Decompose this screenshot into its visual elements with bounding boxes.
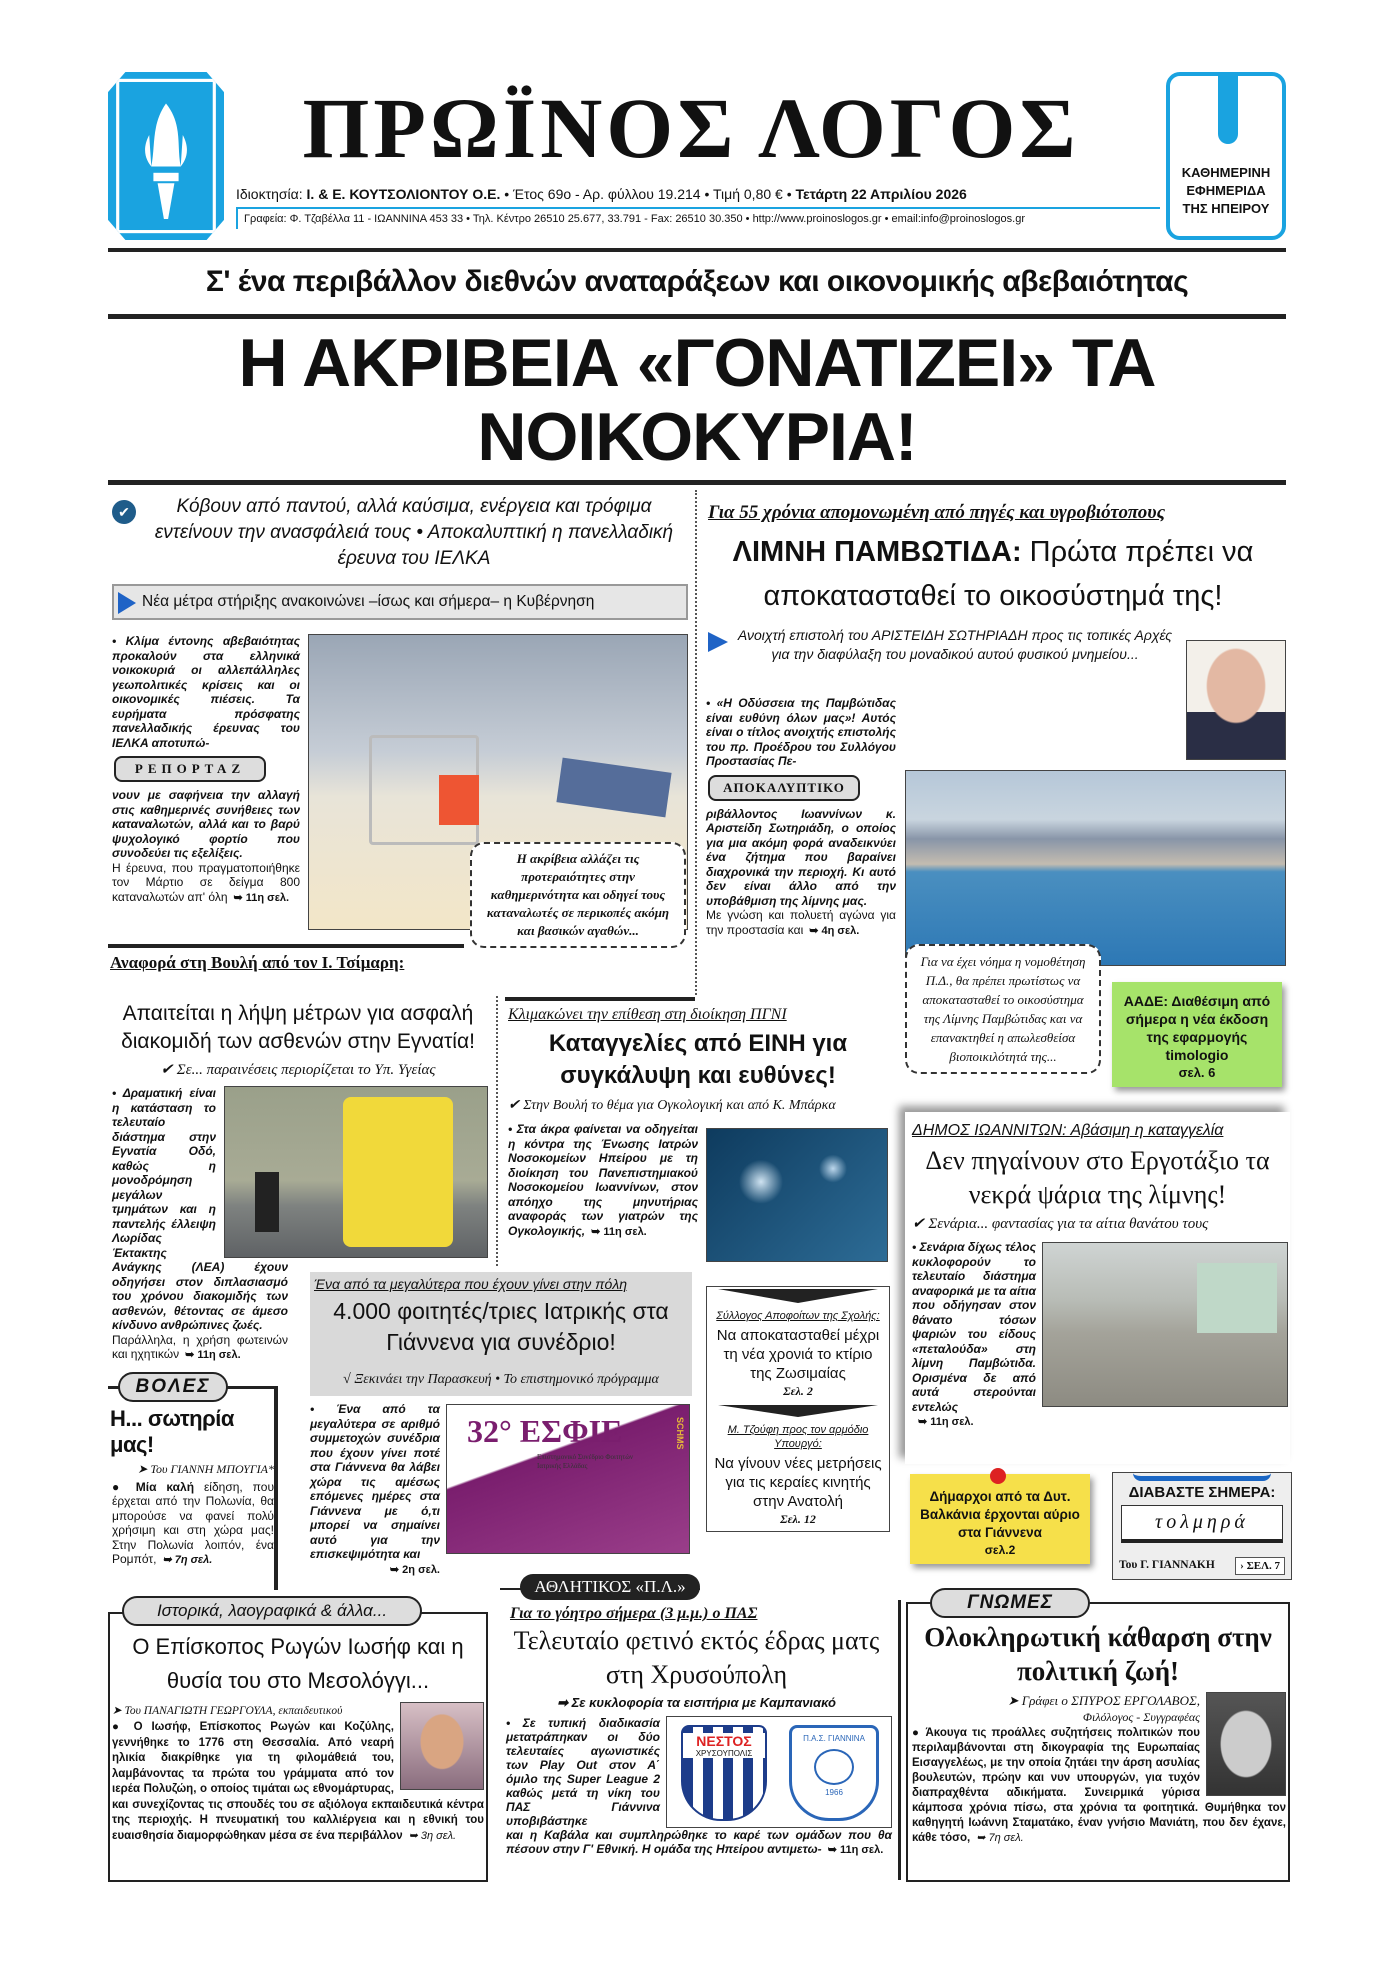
poster-title: 32° ΕΣΦΙΕ [467, 1413, 623, 1449]
check-badge-icon: ✔ [112, 500, 136, 524]
arrow-down-icon [718, 1405, 878, 1417]
poster-subtitle: Επιστημονικό Συνέδριο Φοιτητών Ιατρικής Ελλάδας [537, 1453, 633, 1470]
section-label-opinion: ΓΝΩΜΕΣ [930, 1588, 1090, 1618]
einh-sub: ✔ Στην Βουλή το θέμα για Ογκολογική και από Κ. Μπάρκα [508, 1098, 836, 1113]
logo-text: Π.Α.Σ. ΓΙΑΝΝΙΝΑ [803, 1734, 865, 1743]
lead-text: Η έρευνα, που πραγματοποιήθηκε τον Μάρτιο σε δείγμα 800 καταναλωτών απ' όλη [112, 860, 300, 904]
voles-author: ➤ Του ΓΙΑΝΝΗ ΜΠΟΥΓΙΑ* [137, 1462, 274, 1476]
logo-text: ΝΕΣΤΟΣ [683, 1733, 765, 1749]
masthead-title: ΠΡΩΪΝΟΣ ΛΟΓΟΣ [302, 80, 1080, 176]
badge-line: ΚΑΘΗΜΕΡΙΝΗ [1181, 165, 1271, 180]
logo-text: 1966 [825, 1788, 843, 1797]
masthead-info: Ιδιοκτησία: Ι. & Ε. ΚΟΥΤΣΟΛΙΟΝΤΟΥ Ο.Ε. • Έτος 69ο - Αρ. φύλλου 19.214 • Τιμή 0,80 € • Τετάρτη 22 Απριλίου 2026 [236, 186, 967, 202]
congress-text-column [310, 1402, 440, 1577]
einh-text: • Στα άκρα φαίνεται να οδηγείται η κόντρα της Ένωσης Ιατρών Νοσοκομείων Ηπείρου με τη διοίκηση του Πανεπιστημιακού Νοσοκομείου Ιωαννίνων, στον απόηχο της μηνυτήριας αναφοράς των γιατρών της Ογκολογικής, [508, 1122, 698, 1238]
einh-title: Καταγγελίες από ΕΙΝΗ για συγκάλυψη και ευθύνες! [548, 1030, 848, 1089]
logo-text: ΧΡΥΣΟΥΠΟΛΙΣ [683, 1749, 765, 1758]
sidebar-kicker: Σύλλογος Αποφοίτων της Σχολής: [716, 1310, 880, 1322]
note-text: ΑΑΔΕ: Διαθέσιμη από σήμερα η νέα έκδοση της εφαρμογής timologio [1123, 993, 1271, 1063]
egnatia-kicker: Αναφορά στη Βουλή από τον Ι. Τσίμαρη: [110, 953, 405, 972]
opinion-text: ● Άκουγα τις προάλλες συζητήσεις πολιτικών που περιλαμβάνονται στη δικογραφία της Ευρωπαίας Εισαγγελέως, με την οποία ζητάει την άρση ασυλίας βουλευτών, πρώην και νυν υπουργών, για τυχόν διαπραχθέντα αδικήματα. Συνειρμικά γύρισα κάμποσα χρόνια πίσω, στα χρόνια τα φοιτητικά. Θυμήθηκα τον καθηγητή Ιωάννη Σταματάκο, έναν γνήσιο Μανιάτη, που δεν έχανε, κάθε τόσο, [912, 1727, 1286, 1844]
lead-headline: Η ΑΚΡΙΒΕΙΑ «ΓΟΝΑΤΙΖΕΙ» ΤΑ ΝΟΙΚΟΚΥΡΙΑ! [238, 325, 1156, 475]
opinion-role: Φιλόλογος - Συγγραφέας [1082, 1710, 1200, 1724]
lake-birds-photo [905, 770, 1286, 966]
dimos-sub: ✔ Σενάρια... φαντασίας για τα αίτια θανάτου τους [912, 1216, 1209, 1232]
lake-text: • «Η Οδύσσεια της Παμβώτιδας είναι ευθύνη όλων μας»! Αυτός είναι ο τίτλος ανοιχτής επιστολής του πρ. Προέδρου του Συλλόγου Προστασίας Πε- [706, 696, 896, 768]
pas-giannina-logo [789, 1725, 879, 1821]
einh-text-end [508, 1122, 698, 1239]
congress-title: 4.000 φοιτητές/τριες Ιατρικής στα Γιάννενα για συνέδριο! [333, 1298, 669, 1355]
brain-scan-photo [706, 1128, 888, 1262]
voles-text [112, 1480, 274, 1568]
congress-text: • Ένα από τα μεγαλύτερα σε αριθμό συμμετοχών συνέδρια που έχουν γίνει ποτέ στα Γιάννενα θα λάβει χώρα τις αμέσως επόμενες ημέρες στα Γιάννενα με ό,τι μπορεί να σημαίνει αυτό για την επισκεψιμότητα και [310, 1402, 440, 1561]
sidebar-title: Να γίνουν νέες μετρήσεις για τις κεραίες κινητής στην Ανατολή [714, 1455, 882, 1510]
read-today-title: ΔΙΑΒΑΣΤΕ ΣΗΜΕΡΑ: [1128, 1484, 1276, 1501]
lake-text-column [706, 696, 896, 938]
lead-bar-text: Νέα μέτρα στήριξης ανακοινώνει –ίσως και σήμερα– η Κυβέρνηση [142, 593, 595, 610]
team-logos [666, 1716, 892, 1828]
section-label-reportaz: ΡΕΠΟΡΤΑΖ [114, 756, 266, 782]
congress-poster [446, 1404, 690, 1554]
column-divider [898, 1600, 901, 1880]
opinion-text-column [912, 1692, 1286, 1846]
lake-title-bold: ΛΙΜΝΗ ΠΑΜΒΩΤΙΔΑ: [732, 536, 1022, 568]
history-title: Ο Επίσκοπος Ρωγών Ιωσήφ και η θυσία του στο Μεσολόγγι... [132, 1634, 464, 1693]
divider [108, 314, 1286, 319]
egnatia-text: • Δραματική είναι η κατάσταση το τελευταίο διάστημα στην Εγνατία Οδό, καθώς η μονοδρόμηση μεγάλων τμημάτων και η παντελής έλλειψη Λωρίδας Έκτακτης Ανάγκης (ΛΕΑ) έχουν οδηγήσει στον διπλασιασμό του χρόνου διακομιδής των ασθενών, θέτοντας σε άμεσο κίνδυνο ανθρώπινες ζωές. [112, 1086, 288, 1332]
divider [108, 944, 464, 948]
pen-nib-icon [1218, 72, 1238, 144]
badge-line: ΤΗΣ ΗΠΕΙΡΟΥ [1182, 201, 1270, 216]
note-text: Δήμαρχοι από τα Δυτ. Βαλκάνια έρχονται αύριο στα Γιάννενα [920, 1489, 1080, 1540]
sidebar-page: Σελ. 12 [780, 1512, 816, 1526]
lake-kicker: Για 55 χρόνια απομονωμένη από πηγές και υγροβιότοπους [708, 502, 1166, 523]
page-ref: ➥ 11η σελ. [827, 1844, 884, 1856]
congress-kicker: Ένα από τα μεγαλύτερα που έχουν γίνει στην πόλη [314, 1276, 628, 1292]
read-today-author: Του Γ. ΓΙΑΝΝΑΚΗ [1119, 1559, 1215, 1571]
history-author: ➤ Του ΠΑΝΑΓΙΩΤΗ ΓΕΩΡΓΟΥΛΑ, εκπαιδευτικού [112, 1705, 343, 1717]
column-divider [695, 490, 697, 995]
ergotaxio-photo [1042, 1242, 1288, 1407]
sports-text: • Σε τυπική διαδικασία μετατράπηκαν οι δύο τελευταίες αγωνιστικές των Play Out στον Α΄ όμιλο της Super League 2 καθώς μετά τη νίκη του ΠΑΣ Γιάννινα υποβιβάστηκε [506, 1716, 660, 1828]
sports-text-end [506, 1828, 892, 1857]
logo-torch-icon [108, 72, 224, 240]
voles-lead: ● Μία καλή [112, 1479, 195, 1494]
einh-text-column [508, 1122, 698, 1239]
badge-line: ΕΦΗΜΕΡΙΔΑ [1186, 183, 1266, 198]
sports-sub: ➡ Σε κυκλοφορία τα εισιτήρια με Καμπανιακό [557, 1695, 836, 1710]
read-today-box [1112, 1472, 1292, 1580]
flag-icon [708, 632, 728, 652]
section-label-history: Ιστορικά, λαογραφικά & άλλα... [122, 1596, 422, 1626]
poster-side: SCHMS [675, 1417, 685, 1450]
sticky-note-green [1112, 982, 1282, 1087]
sidebar-box [706, 1286, 890, 1532]
sidebar-page: Σελ. 2 [783, 1384, 813, 1398]
einh-kicker: Κλιμακώνει την επίθεση στη διοίκηση ΠΓΝΙ [508, 1006, 787, 1023]
congress-sub: √ Ξεκινάει την Παρασκευή • Το επιστημονικό πρόγραμμα [343, 1372, 659, 1387]
page-ref: ➥ 11η σελ. [918, 1416, 974, 1428]
author-photo-sotiriadis [1186, 640, 1286, 760]
flag-icon [118, 592, 136, 614]
lead-text: • Κλίμα έντονης αβεβαιότητας προκαλούν στα ελληνικά νοικοκυριά οι αλλεπάλληλες γεωπολιτικές κρίσεις και οι οικονομικές πιέσεις. Τα ευρήματα πρόσφατης πανελλαδικής έρευνας του ΙΕΛΚΑ αποτυπώ- [112, 634, 300, 750]
page-ref: ➥ 11η σελ. [591, 1225, 647, 1238]
dimos-text: • Σενάρια δίχως τέλος κυκλοφορούν το τελευταίο διάστημα αναφορικά με τα αίτια που οδήγησαν στον θάνατο τόσων ψαριών του είδους «πεταλούδα» στη λίμνη Παμβώτιδα. Ορισμένα δε από αυτά στερούνται εντελώς [912, 1240, 1036, 1414]
author-photo-georgoulas [400, 1702, 484, 1790]
masthead-address: Γραφεία: Φ. Τζαβέλλα 11 - ΙΩΑΝΝΙΝΑ 453 33 • Τηλ. Κέντρο 26510 25.677, 33.791 - Fax: 26510 30.350 • http://www.proinoslogos.gr • email:info@proinoslogos.gr [236, 207, 1160, 229]
dimos-text-column [912, 1240, 1036, 1430]
lake-sub: Ανοιχτή επιστολή του ΑΡΙΣΤΕΙΔΗ ΣΩΤΗΡΙΑΔΗ προς τις τοπικές Αρχές για την διαφύλαξη του μοναδικού αυτού φυσικού μνημείου... [737, 627, 1173, 662]
price: Τιμή 0,80 € [713, 186, 783, 202]
arrow-down-icon [718, 1289, 878, 1303]
history-text: ● Ο Ιωσήφ, Επίσκοπος Ρωγών και Κοζύλης, γεννήθηκε το 1776 στη Θεσσαλία. Από νεαρή ηλικία διακρίθηκε για τη φιλομάθειά του, λαμβάνοντας τα πρώτα του γράμματα από τον ιερέα Πολυζώη, ο οποίος τιμάται ως εθνομάρτυρας, και συνεχίζοντας τις σπουδές του σε αξιόλογα εκπαιδευτικά κέντρα της περιοχής. Η πνευματική του καλλιέργεια και η εθνική του ευαισθησία διαμορφώθηκαν μέσα σε ένα περιβάλλον [112, 1721, 484, 1842]
lake-title [700, 530, 1286, 618]
page-ref: ➥ 3η σελ. [408, 1829, 457, 1842]
masthead-badge [1166, 72, 1286, 240]
lead-quote: Η ακρίβεια αλλάζει τις προτεραιότητες στην καθημερινότητα και οδηγεί τους καταναλωτές σε περικοπές ακόμη και βασικών αγαθών... [470, 842, 686, 948]
lead-bar [112, 584, 688, 620]
page-ref: ➥ 11η σελ. [233, 891, 290, 904]
voles-title: Η... σωτηρία μας! [110, 1406, 234, 1457]
page-ref: ➥ 11η σελ. [185, 1349, 241, 1361]
divider [108, 480, 1286, 485]
blue-arc [1133, 1473, 1271, 1481]
column-divider [496, 996, 498, 1266]
page-ref: ➥ 4η σελ. [809, 924, 860, 937]
egnatia-text: Παράλληλα, η χρήση φωτεινών και ηχητικών [112, 1332, 288, 1361]
section-label-voles: ΒΟΛΕΣ [118, 1372, 228, 1402]
egnatia-title: Απαιτείται η λήψη μέτρων για ασφαλή διακομιδή των ασθενών στην Εγνατία! [121, 1002, 475, 1053]
dimos-kicker: ΔΗΜΟΣ ΙΩΑΝΝΙΤΩΝ: Αβάσιμη η καταγγελία [912, 1122, 1224, 1139]
page-ref: ➥ 7η σελ. [162, 1554, 213, 1566]
lake-title-rest: Πρώτα πρέπει να αποκατασταθεί το οικοσύστημά της! [763, 536, 1254, 612]
owner-label: Ιδιοκτησία: [236, 186, 303, 202]
lead-overline: Σ' ένα περιβάλλον διεθνών αναταράξεων και οικονομικής αβεβαιότητας [205, 265, 1189, 298]
issue-date: Τετάρτη 22 Απριλίου 2026 [795, 186, 967, 202]
divider [505, 997, 695, 1001]
sports-title: Τελευταίο φετινό εκτός έδρας ματς στη Χρυσούπολη [513, 1626, 880, 1689]
page-ref: ➥ 2η σελ. [389, 1563, 440, 1576]
note-page: σελ.2 [984, 1543, 1016, 1557]
lead-text-end [112, 861, 300, 906]
divider [108, 248, 1286, 252]
lake-quote: Για να έχει νόημα η νομοθέτηση Π.Δ., θα πρέπει πρωτίστως να αποκατασταθεί το οικοσύστημα της Λίμνης Παμβώτιδας και να επανακτηθεί η απωλεσθείσα βιοποικιλότητά της... [905, 944, 1101, 1074]
voles-text-column [112, 1462, 274, 1568]
voles-body: είδηση, που έρχεται από την Πολωνία, θα μπορούσε να φανεί πολύ χρήσιμη και στη χώρα μας! Στην Πολωνία λοιπόν, ένα Ρομπότ, [112, 1479, 275, 1566]
note-page: σελ. 6 [1178, 1065, 1216, 1080]
sports-kicker: Για το γόητρο σήμερα (3 μ.μ.) ο ΠΑΣ [510, 1605, 758, 1622]
sports-text: και η Καβάλα και συμπληρώθηκε το καρέ των ομάδων που θα πέσουν στην Γ' Εθνική. Η ομάδα της Ηπείρου αντιμετω- [506, 1828, 892, 1856]
lead-kicker: Κόβουν από παντού, αλλά καύσιμα, ενέργεια και τρόφιμα εντείνουν την ανασφάλειά τους • Αποκαλυπτική η πανελλαδική έρευνα του ΙΕΛΚΑ [154, 496, 674, 569]
opinion-title: Ολοκληρωτική κάθαρση στην πολιτική ζωή! [924, 1622, 1272, 1686]
egnatia-sub: ✔ Σε... παραινέσεις περιορίζεται το Υπ. Υγείας [160, 1062, 436, 1078]
lead-text: νουν με σαφήνεια την αλλαγή στις καθημερινές συνήθειες των καταναλωτών, αλλά και το βαρύ ψυχολογικό φορτίο που συνοδεύει τις εξελίξεις. [112, 788, 300, 860]
lake-text: Με γνώση και πολυετή αγώνα για την προστασία και [706, 908, 896, 937]
owner: Ι. & Ε. ΚΟΥΤΣΟΛΙΟΝΤΟΥ Ο.Ε. [306, 186, 501, 202]
opinion-author: ➤ Γράφει ο ΣΠΥΡΟΣ ΕΡΓΟΛΑΒΟΣ, [1007, 1693, 1200, 1708]
issue-number: Έτος 69ο - Αρ. φύλλου 19.214 [513, 186, 701, 202]
lead-text-column [112, 634, 300, 905]
sports-bar: ΑΘΛΗΤΙΚΟΣ «Π.Λ.» [520, 1574, 700, 1600]
page-ref: ➥ 7η σελ. [976, 1832, 1024, 1844]
author-photo-ergolavos [1206, 1692, 1286, 1796]
read-today-page[interactable]: › ΣΕΛ. 7 [1235, 1557, 1285, 1575]
sidebar-title: Να αποκατασταθεί μέχρι τη νέα χρονιά το κτίριο της Ζωσιμαίας [716, 1327, 880, 1382]
ambulance-photo [224, 1086, 488, 1258]
nestos-logo [681, 1725, 767, 1821]
history-text-column [112, 1702, 484, 1844]
lake-text: ριβάλλοντος Ιωαννίνων κ. Αριστείδη Σωτηριάδη, ο οποίος για μια ακόμη φορά αναδεικνύει ένα ζήτημα που βαραίνει διαχρονικά την περιοχή. Κι αυτό δεν είναι άλλο από την υποβάθμιση της λίμνης μας. [706, 806, 896, 908]
tolmira-logo: τολμηρά [1121, 1505, 1283, 1543]
sticky-note-yellow [910, 1474, 1090, 1564]
section-label-apokalyptiko: ΑΠΟΚΑΛΥΠΤΙΚΟ [708, 775, 860, 801]
sidebar-kicker: Μ. Τζούφη προς τον αρμόδιο Υπουργό: [727, 1424, 869, 1450]
lake-text-end [706, 908, 896, 938]
pushpin-icon [990, 1468, 1006, 1484]
sports-text-column [506, 1716, 892, 1857]
dimos-title: Δεν πηγαίνουν στο Εργοτάξιο τα νεκρά ψάρια της λίμνης! [925, 1146, 1270, 1209]
